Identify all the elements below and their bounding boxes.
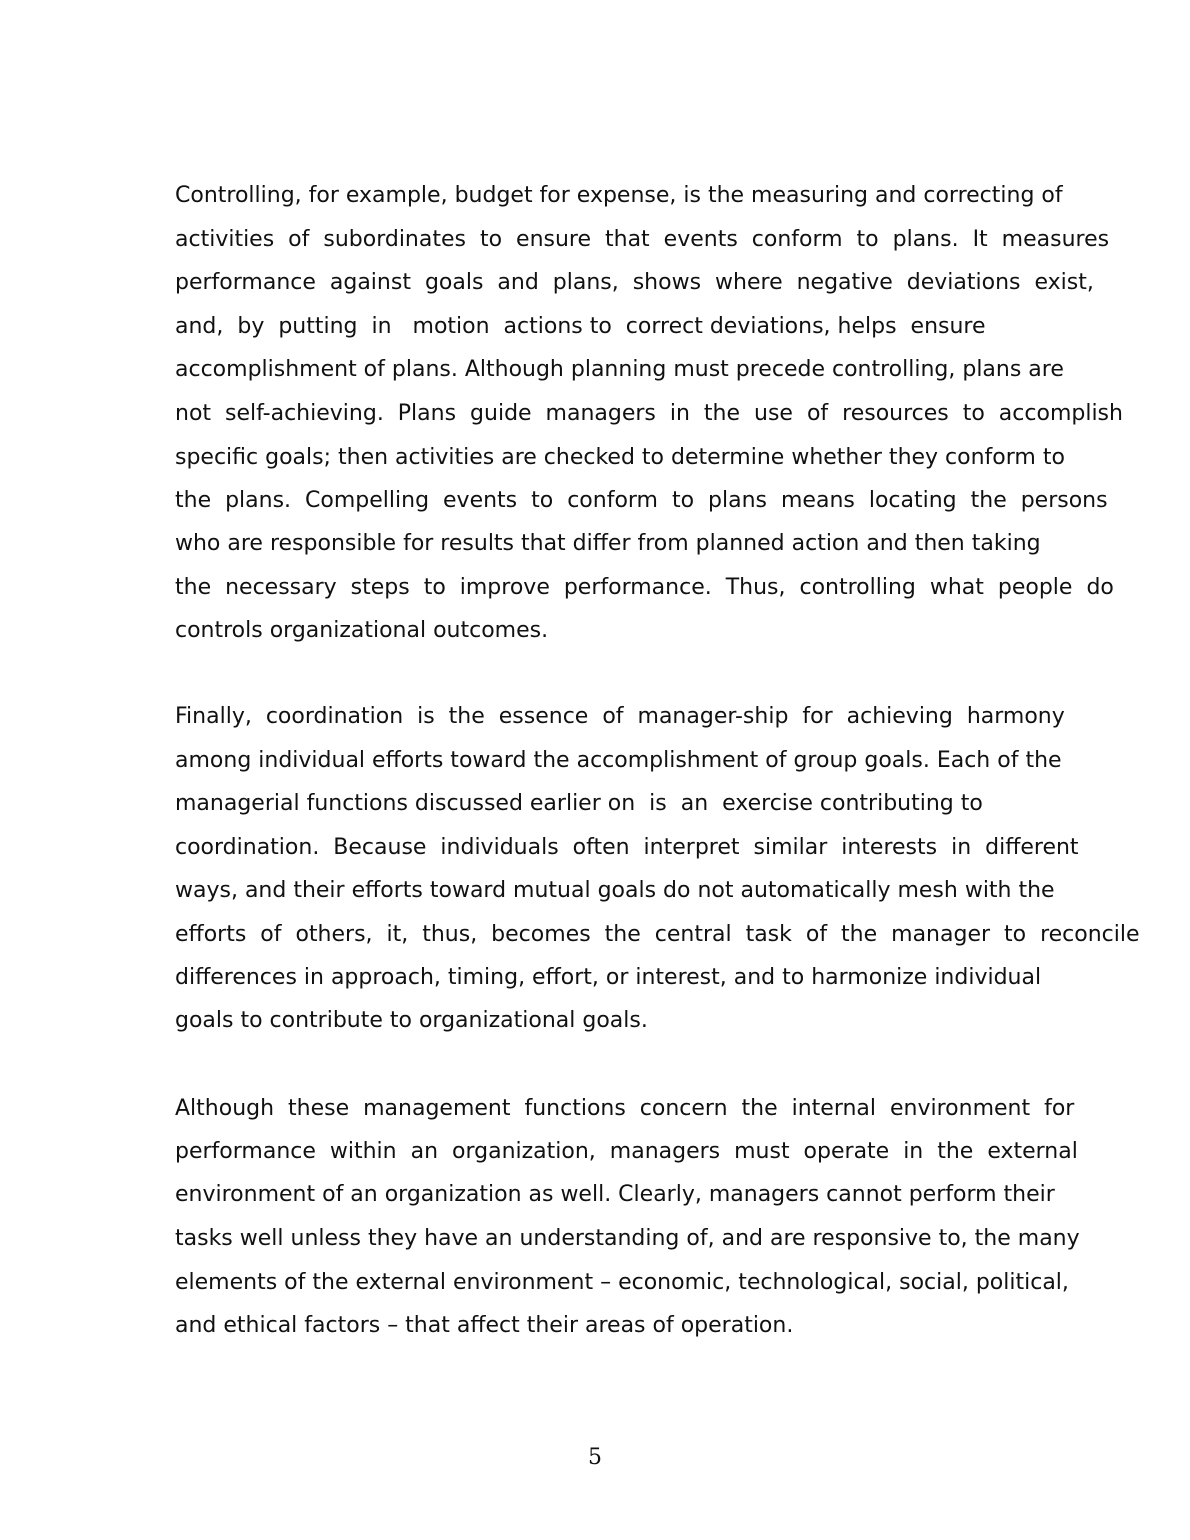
paragraph-line: coordination. Because individuals often interpret similar interests in different (175, 835, 1079, 860)
paragraph-line: Controlling, for example, budget for expense, is the measuring and correcting of (175, 183, 1063, 208)
paragraph-line: elements of the external environment – economic, technological, social, political, (175, 1270, 1069, 1295)
paragraph-line: differences in approach, timing, effort, or interest, and to harmonize individual (175, 965, 1042, 990)
paragraph-line: tasks well unless they have an understanding of, and are responsive to, the many (175, 1226, 1080, 1251)
paragraph-line: managerial functions discussed earlier on is an exercise contributing to (175, 791, 983, 816)
paragraph-line: specific goals; then activities are checked to determine whether they conform to (175, 445, 1065, 470)
paragraph-line: who are responsible for results that differ from planned action and then taking (175, 531, 1041, 556)
paragraph-line: Although these management functions concern the internal environment for (175, 1096, 1075, 1121)
paragraph-line: goals to contribute to organizational goals. (175, 1008, 648, 1033)
paragraph-line: controls organizational outcomes. (175, 618, 549, 643)
paragraph-line: ways, and their efforts toward mutual goals do not automatically mesh with the (175, 878, 1055, 903)
paragraph-line: among individual efforts toward the accomplishment of group goals. Each of the (175, 748, 1062, 773)
paragraph-line: and, by putting in motion actions to correct deviations, helps ensure (175, 314, 986, 339)
paragraph-line: the plans. Compelling events to conform to plans means locating the persons (175, 488, 1108, 513)
paragraph-line: the necessary steps to improve performance. Thus, controlling what people do (175, 575, 1114, 600)
paragraph-line: environment of an organization as well. Clearly, managers cannot perform their (175, 1182, 1055, 1207)
paragraph-line: performance within an organization, managers must operate in the external (175, 1139, 1078, 1164)
paragraph-line: efforts of others, it, thus, becomes the central task of the manager to reconcile (175, 922, 1140, 947)
paragraph-line: and ethical factors – that affect their areas of operation. (175, 1313, 794, 1338)
paragraph-line: Finally, coordination is the essence of manager-ship for achieving harmony (175, 704, 1065, 729)
paragraph-line: activities of subordinates to ensure that events conform to plans. It measures (175, 227, 1110, 252)
paragraph-line: performance against goals and plans, shows where negative deviations exist, (175, 270, 1094, 295)
page-number: 5 (588, 1445, 602, 1470)
paragraph-line: not self-achieving. Plans guide managers in the use of resources to accomplish (175, 401, 1123, 426)
paragraph-line: accomplishment of plans. Although planning must precede controlling, plans are (175, 357, 1064, 382)
